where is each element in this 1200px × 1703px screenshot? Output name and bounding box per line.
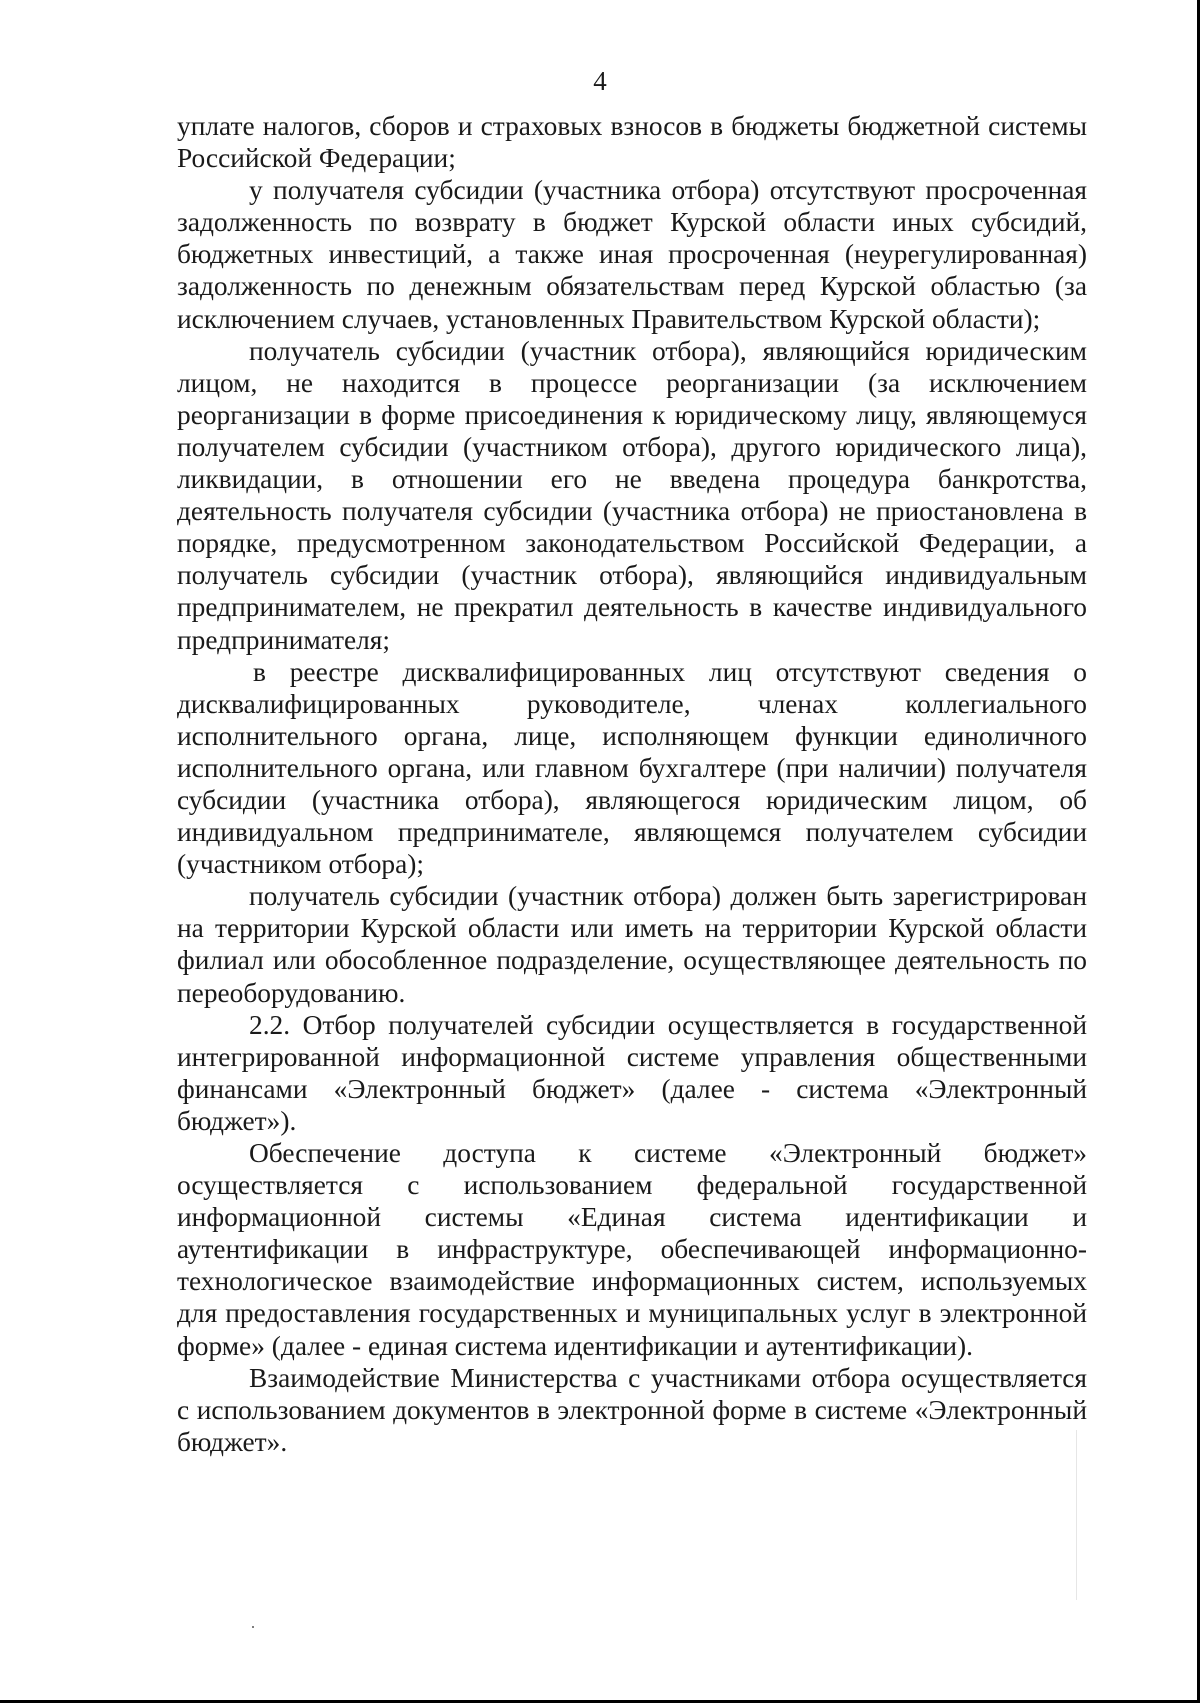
page-number: 4 [593,66,607,96]
paragraph-no-reorganization: получатель субсидии (участник отбора), являющийся юридическим лицом, не находится в процессе реорганизации (за исключением реорганизации в форме присоединения к юридическому лицу, являющемуся получателем субсидии (участником отбора), другого юридического лица), ликвидации, в отношении его не введена процедура банкротства, деятельность получателя субсидии (участника отбора) не приостановлена в порядке, предусмотренном законодательством Российской Федерации, а получатель субсидии (участник отбора), являющийся индивидуальным предпринимателем, не прекратил деятельность в качестве индивидуального предпринимателя; [177,335,1087,655]
paragraph-registration: получатель субсидии (участник отбора) должен быть зарегистрирован на территории Курской области или иметь на территории Курской области филиал или обособленное подразделение, осуществляющее деятельность по переоборудованию. [177,881,1087,1008]
paragraph-disqualified-persons: в реестре дисквалифицированных лиц отсутствуют сведения о дисквалифицированных руководителе, членах коллегиального исполнительного органа, лице, исполняющем функции единоличного исполнительного органа, или главном бухгалтере (при наличии) получателя субсидии (участника отбора), являющегося юридическим лицом, об индивидуальном предпринимателе, являющемся получателем субсидии (участником отбора); [177,656,1087,880]
document-body [177,110,1087,1458]
paragraph-tax-continuation: уплате налогов, сборов и страховых взносов в бюджеты бюджетной системы Российской Федерации; [177,111,1087,174]
paragraph-section-2-2: 2.2. Отбор получателей субсидии осуществляется в государственной интегрированной информационной системе управления общественными финансами «Электронный бюджет» (далее - система «Электронный бюджет»). [177,1009,1087,1136]
scan-artifact-line [1076,1430,1077,1600]
paragraph-no-overdue-debt: у получателя субсидии (участника отбора) отсутствуют просроченная задолженность по возврату в бюджет Курской области иных субсидий, бюджетных инвестиций, а также иная просроченная (неурегулированная) задолженность по денежным обязательствам перед Курской областью (за исключением случаев, установленных Правительством Курской области); [177,175,1087,334]
scan-speck [252,1626,254,1628]
paragraph-system-access: Обеспечение доступа к системе «Электронный бюджет» осуществляется с использованием федеральной государственной информационной системы «Единая система идентификации и аутентификации в инфраструктуре, обеспечивающей информационно-технологическое взаимодействие информационных систем, используемых для предоставления государственных и муниципальных услуг в электронной форме» (далее - единая система идентификации и аутентификации). [177,1138,1087,1361]
paragraph-interaction: Взаимодействие Министерства с участниками отбора осуществляется с использованием документов в электронной форме в системе «Электронный бюджет». [177,1362,1087,1457]
